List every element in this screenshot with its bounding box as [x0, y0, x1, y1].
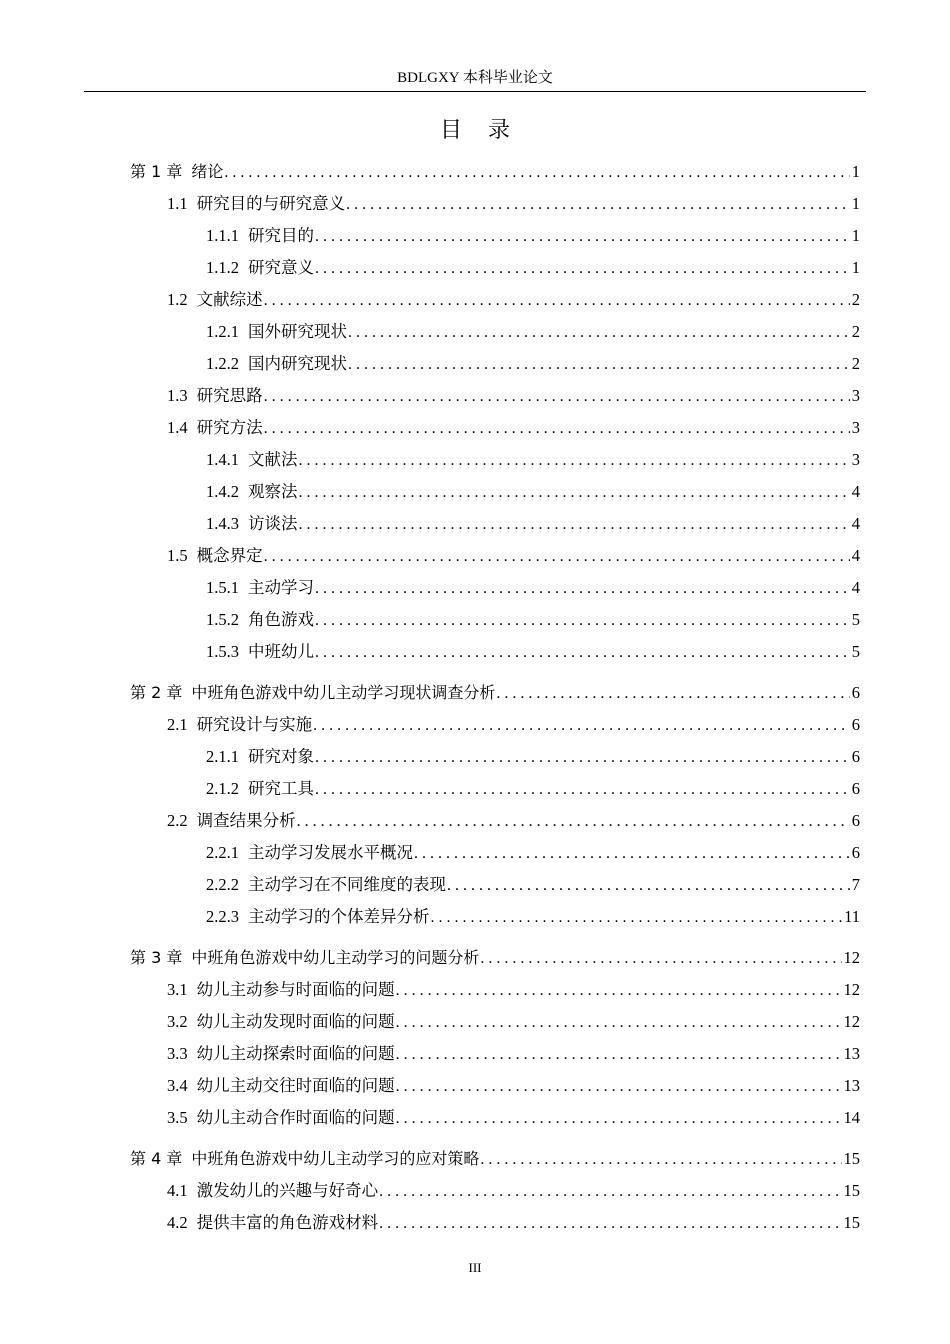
dot-leader	[264, 413, 850, 445]
dot-leader	[414, 838, 850, 870]
dot-leader	[315, 742, 850, 774]
toc-entry[interactable]	[130, 677, 860, 709]
toc-entry[interactable]	[130, 604, 860, 636]
toc-entry[interactable]	[130, 252, 860, 284]
toc-entry-title: 绪论	[191, 162, 224, 181]
toc-entry-title: 主动学习	[248, 578, 314, 597]
dot-leader	[299, 477, 850, 509]
toc-entry-number: 3.5	[167, 1108, 188, 1127]
toc-title: 目录	[439, 118, 536, 143]
toc-entry-page: 13	[843, 1076, 860, 1095]
toc-entry[interactable]	[130, 805, 860, 837]
running-header: BDLGXY 本科毕业论文	[397, 70, 553, 86]
toc-entry-number: 2.2	[167, 811, 188, 830]
toc-entry-number: 3.4	[167, 1076, 188, 1095]
toc-entry-number: 1.5.1	[206, 578, 239, 597]
toc-entry-number: 4.1	[167, 1181, 188, 1200]
dot-leader	[315, 221, 850, 253]
dot-leader	[315, 253, 850, 285]
toc-entry-number: 1.1	[167, 194, 188, 213]
toc-entry-page: 4	[851, 514, 860, 533]
toc-entry[interactable]	[130, 636, 860, 668]
toc-entry[interactable]	[130, 1102, 860, 1134]
dot-leader	[348, 317, 850, 349]
toc-entry[interactable]	[130, 869, 860, 901]
toc-entry-number: 4.2	[167, 1213, 188, 1232]
toc-entry[interactable]	[130, 773, 860, 805]
toc-entry-title: 幼儿主动发现时面临的问题	[196, 1012, 395, 1031]
toc-entry[interactable]	[130, 572, 860, 604]
toc-entry-title: 文献综述	[196, 290, 263, 309]
toc-entry-number: 2.1.1	[206, 747, 239, 766]
toc-entry-number: 1.4.3	[206, 514, 239, 533]
toc-entry-title: 研究方法	[196, 418, 263, 437]
toc-entry-title: 研究思路	[196, 386, 263, 405]
toc-entry-page: 6	[851, 811, 860, 830]
dot-leader	[480, 1144, 841, 1176]
toc-entry-number: 1.4.2	[206, 482, 239, 501]
toc-entry[interactable]	[130, 837, 860, 869]
toc-entry[interactable]	[130, 974, 860, 1006]
toc-entry-page: 12	[843, 1012, 860, 1031]
toc-entry-page: 5	[851, 642, 860, 661]
toc-entry-number: 2.2.3	[206, 907, 239, 926]
toc-entry[interactable]	[130, 188, 860, 220]
dot-leader	[313, 710, 850, 742]
toc-entry-number: 1.1.2	[206, 258, 239, 277]
dot-leader	[315, 637, 850, 669]
dot-leader	[315, 573, 850, 605]
toc-entry-title: 幼儿主动交往时面临的问题	[196, 1076, 395, 1095]
toc-entry[interactable]	[130, 1175, 860, 1207]
toc-entry-title: 幼儿主动探索时面临的问题	[196, 1044, 395, 1063]
toc-entry-number: 1.1.1	[206, 226, 239, 245]
toc-entry-number: 3.1	[167, 980, 188, 999]
toc-entry-page: 13	[843, 1044, 860, 1063]
toc-entry-number: 1.5.3	[206, 642, 239, 661]
toc-entry[interactable]	[130, 1006, 860, 1038]
toc-entry-title: 研究目的与研究意义	[196, 194, 346, 213]
toc-entry-page: 12	[843, 980, 860, 999]
toc-entry-page: 15	[843, 1181, 860, 1200]
toc-entry-title: 文献法	[248, 450, 298, 469]
toc-entry-title: 国外研究现状	[248, 322, 347, 341]
toc-entry-number: 1.5.2	[206, 610, 239, 629]
toc-entry[interactable]	[130, 540, 860, 572]
dot-leader	[396, 1071, 842, 1103]
toc-entry-page: 3	[851, 386, 860, 405]
dot-leader	[346, 189, 850, 221]
toc-entry-title: 中班角色游戏中幼儿主动学习现状调查分析	[191, 683, 496, 702]
toc-entry-page: 11	[844, 907, 860, 926]
table-of-contents	[130, 156, 860, 1239]
toc-entry-number: 第 1 章	[130, 162, 183, 181]
dot-leader	[379, 1208, 841, 1240]
toc-entry[interactable]	[130, 444, 860, 476]
toc-entry[interactable]	[130, 741, 860, 773]
toc-entry-title: 研究目的	[248, 226, 314, 245]
toc-entry-page: 1	[851, 162, 860, 181]
toc-entry[interactable]	[130, 1143, 860, 1175]
toc-entry-page: 4	[851, 578, 860, 597]
dot-leader	[264, 381, 850, 413]
toc-entry-number: 2.1	[167, 715, 188, 734]
dot-leader	[396, 1103, 842, 1135]
toc-entry-number: 第 2 章	[130, 683, 183, 702]
toc-entry[interactable]	[130, 1038, 860, 1070]
toc-entry-page: 1	[851, 194, 860, 213]
dot-leader	[348, 349, 850, 381]
toc-entry-title: 中班角色游戏中幼儿主动学习的问题分析	[191, 948, 480, 967]
toc-entry-number: 第 3 章	[130, 948, 183, 967]
toc-entry-number: 1.4.1	[206, 450, 239, 469]
toc-entry-number: 3.2	[167, 1012, 188, 1031]
toc-entry-title: 幼儿主动合作时面临的问题	[196, 1108, 395, 1127]
toc-entry-title: 激发幼儿的兴趣与好奇心	[196, 1181, 379, 1200]
dot-leader	[299, 445, 850, 477]
toc-entry[interactable]	[130, 476, 860, 508]
toc-entry-number: 1.4	[167, 418, 188, 437]
toc-entry-title: 概念界定	[196, 546, 263, 565]
toc-entry-number: 1.2.1	[206, 322, 239, 341]
toc-entry-title: 国内研究现状	[248, 354, 347, 373]
toc-entry-number: 1.5	[167, 546, 188, 565]
dot-leader	[396, 975, 842, 1007]
toc-entry-page: 6	[851, 683, 860, 702]
header-rule	[84, 91, 866, 92]
dot-leader	[431, 902, 843, 934]
toc-entry-page: 5	[851, 610, 860, 629]
toc-entry-page: 3	[851, 450, 860, 469]
toc-entry-page: 6	[851, 747, 860, 766]
toc-entry-title: 幼儿主动参与时面临的问题	[196, 980, 395, 999]
toc-entry[interactable]	[130, 156, 860, 188]
toc-entry-title: 主动学习的个体差异分析	[248, 907, 430, 926]
toc-entry-title: 访谈法	[248, 514, 298, 533]
dot-leader	[496, 678, 849, 710]
toc-entry-page: 14	[843, 1108, 860, 1127]
toc-entry[interactable]	[130, 348, 860, 380]
toc-entry-title: 观察法	[248, 482, 298, 501]
toc-entry-title: 研究对象	[248, 747, 314, 766]
toc-entry-page: 2	[851, 354, 860, 373]
toc-entry-page: 3	[851, 418, 860, 437]
toc-entry-number: 1.2	[167, 290, 188, 309]
toc-entry[interactable]	[130, 316, 860, 348]
toc-entry-number: 第 4 章	[130, 1149, 183, 1168]
toc-entry-page: 4	[851, 482, 860, 501]
toc-entry-number: 2.2.1	[206, 843, 239, 862]
toc-entry-page: 2	[851, 290, 860, 309]
toc-entry-number: 1.3	[167, 386, 188, 405]
toc-entry-page: 6	[851, 715, 860, 734]
toc-entry-title: 主动学习在不同维度的表现	[248, 875, 446, 894]
toc-entry-page: 4	[851, 546, 860, 565]
dot-leader	[447, 870, 850, 902]
toc-entry-page: 1	[851, 258, 860, 277]
dot-leader	[299, 509, 850, 541]
dot-leader	[224, 157, 849, 189]
dot-leader	[315, 605, 850, 637]
toc-entry-title: 研究意义	[248, 258, 314, 277]
toc-entry-title: 中班幼儿	[248, 642, 314, 661]
toc-entry-page: 12	[843, 948, 860, 967]
dot-leader	[315, 774, 850, 806]
toc-entry[interactable]	[130, 709, 860, 741]
toc-entry-page: 1	[851, 226, 860, 245]
toc-entry-title: 研究设计与实施	[196, 715, 313, 734]
dot-leader	[379, 1176, 841, 1208]
toc-entry-page: 2	[851, 322, 860, 341]
toc-entry-page: 6	[851, 779, 860, 798]
dot-leader	[264, 541, 850, 573]
toc-entry[interactable]	[130, 508, 860, 540]
toc-entry-title: 调查结果分析	[196, 811, 296, 830]
toc-entry-title: 研究工具	[248, 779, 314, 798]
toc-entry-page: 7	[851, 875, 860, 894]
dot-leader	[264, 285, 850, 317]
dot-leader	[396, 1007, 842, 1039]
toc-entry-number: 1.2.2	[206, 354, 239, 373]
toc-entry-page: 15	[843, 1213, 860, 1232]
toc-entry-title: 主动学习发展水平概况	[248, 843, 413, 862]
toc-entry[interactable]	[130, 1207, 860, 1239]
toc-entry[interactable]	[130, 380, 860, 412]
dot-leader	[396, 1039, 842, 1071]
dot-leader	[297, 806, 850, 838]
toc-entry[interactable]	[130, 220, 860, 252]
toc-entry[interactable]	[130, 1070, 860, 1102]
toc-entry[interactable]	[130, 901, 860, 933]
toc-entry-number: 2.2.2	[206, 875, 239, 894]
toc-entry[interactable]	[130, 942, 860, 974]
toc-entry[interactable]	[130, 412, 860, 444]
toc-entry-number: 2.1.2	[206, 779, 239, 798]
toc-entry-title: 角色游戏	[248, 610, 314, 629]
toc-entry-page: 6	[851, 843, 860, 862]
toc-entry-title: 提供丰富的角色游戏材料	[196, 1213, 379, 1232]
toc-entry[interactable]	[130, 284, 860, 316]
dot-leader	[480, 943, 841, 975]
toc-entry-title: 中班角色游戏中幼儿主动学习的应对策略	[191, 1149, 480, 1168]
toc-entry-page: 15	[843, 1149, 860, 1168]
page-number: III	[468, 1260, 482, 1275]
toc-entry-number: 3.3	[167, 1044, 188, 1063]
